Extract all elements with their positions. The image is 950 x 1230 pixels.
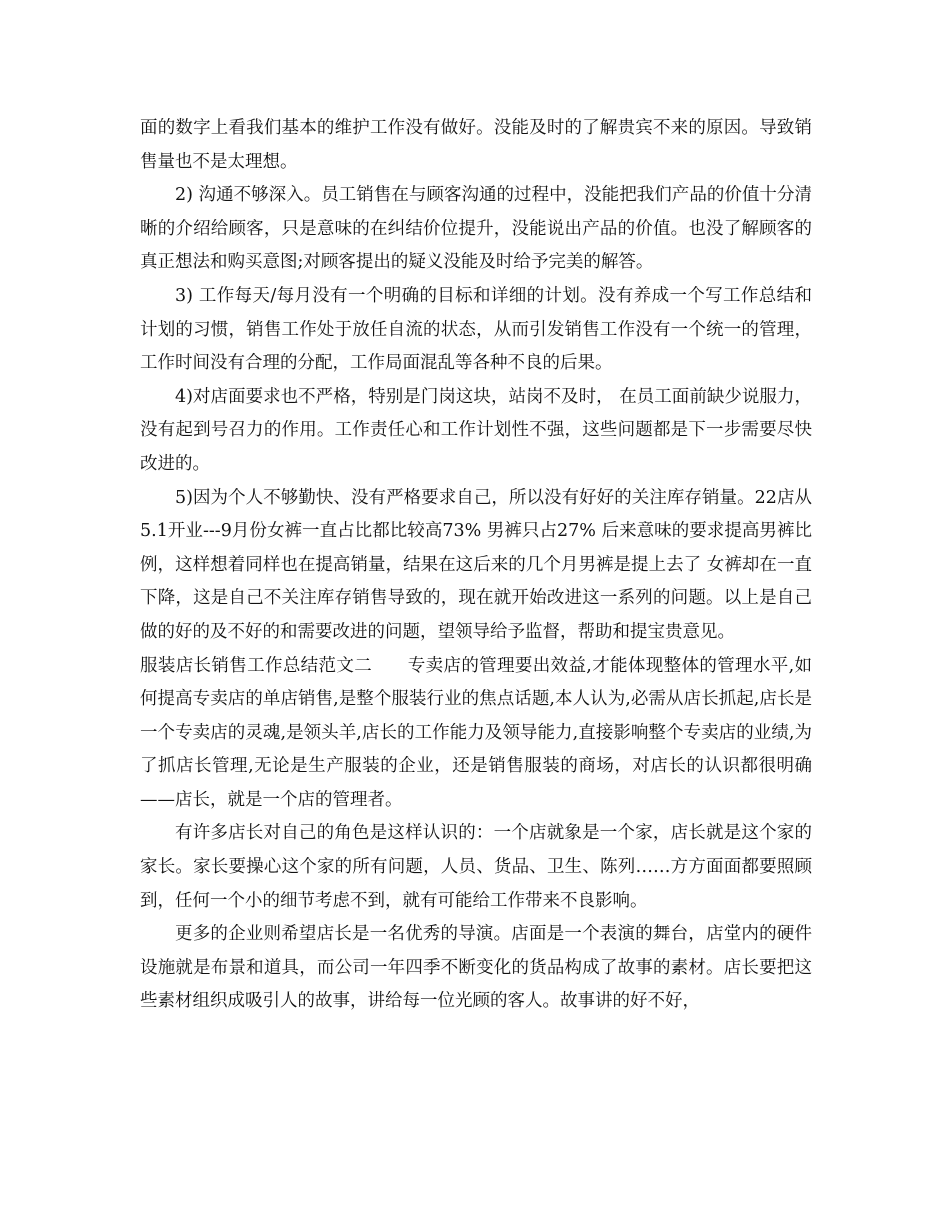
paragraph-4: 4)对店面要求也不严格，特别是门岗这块，站岗不及时， 在员工面前缺少说服力，没有起到号召力的作用。工作责任心和工作计划性不强，这些问题都是下一步需要尽快改进的。 xyxy=(140,386,812,474)
paragraph-7: 有许多店长对自己的角色是这样认识的：一个店就象是一个家，店长就是这个家的家长。家长要操心这个家的所有问题，人员、货品、卫生、陈列……方方面面都要照顾到，任何一个小的细节考虑不到，就有可能给工作带来不良影响。 xyxy=(140,823,812,911)
paragraph-5: 5)因为个人不够勤快、没有严格要求自己，所以没有好好的关注库存销量。22店从5.1开业---9月份女裤一直占比都比较高73% 男裤只占27% 后来意味的要求提高男裤比例，这样想着同样也在提高销量，结果在这后来的几个月男裤是提上去了 女裤却在一直下降，这是自己不关注库存销售导致的，现在就开始改进这一系列的问题。以上是自己做的好的及不好的和需要改进的问题，望领导给予监督，帮助和提宝贵意见。 xyxy=(140,487,812,642)
paragraph-3: 3) 工作每天/每月没有一个明确的目标和详细的计划。没有养成一个写工作总结和计划的习惯，销售工作处于放任自流的状态，从而引发销售工作没有一个统一的管理，工作时间没有合理的分配，工作局面混乱等各种不良的后果。 xyxy=(140,285,812,374)
paragraph-6: 服装店长销售工作总结范文二 专卖店的管理要出效益,才能体现整体的管理水平,如何提高专卖店的单店销售,是整个服装行业的焦点话题,本人认为,必需从店长抓起,店长是一个专卖店的灵魂,是领头羊,店长的工作能力及领导能力,直接影响整个专卖店的业绩,为了抓店长管理,无论是生产服装的企业，还是销售服装的商场，对店长的认识都很明确——店长，就是一个店的管理者。 xyxy=(140,655,812,810)
document-body xyxy=(140,112,812,1019)
paragraph-1: 面的数字上看我们基本的维护工作没有做好。没能及时的了解贵宾不来的原因。导致销售量也不是太理想。 xyxy=(140,118,812,172)
paragraph-8: 更多的企业则希望店长是一名优秀的导演。店面是一个表演的舞台，店堂内的硬件设施就是布景和道具，而公司一年四季不断变化的货品构成了故事的素材。店长要把这些素材组织成吸引人的故事，讲给每一位光顾的客人。故事讲的好不好， xyxy=(140,924,812,1012)
paragraph-2: 2) 沟通不够深入。员工销售在与顾客沟通的过程中，没能把我们产品的价值十分清晰的介绍给顾客，只是意味的在纠结价位提升，没能说出产品的价值。也没了解顾客的真正想法和购买意图;对顾客提出的疑义没能及时给予完美的解答。 xyxy=(140,185,812,273)
